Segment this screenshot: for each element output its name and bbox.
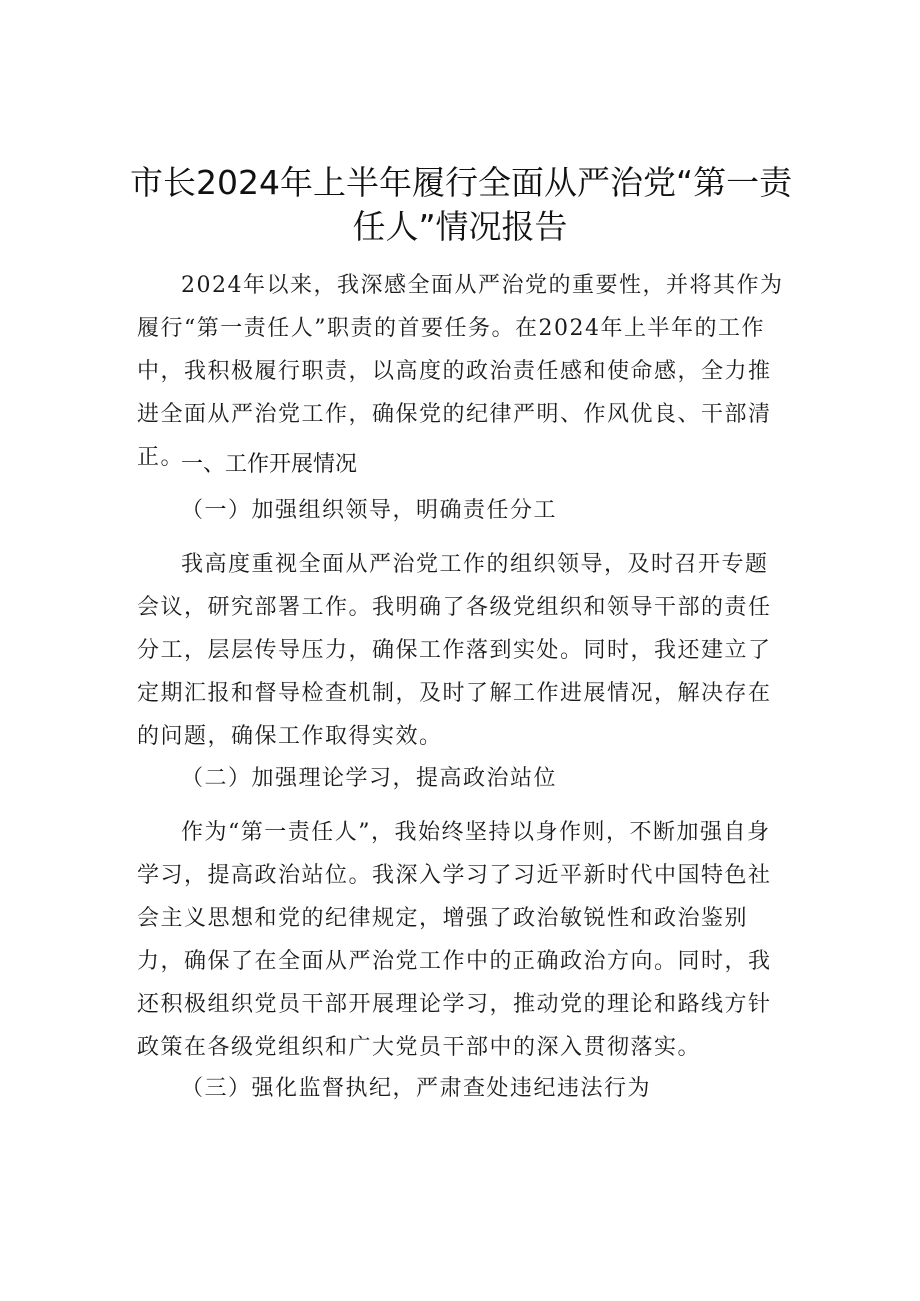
subsection-2-paragraph: 作为“第一责任人”，我始终坚持以身作则，不断加强自身学习，提高政治站位。我深入学习了习近平新时代中国特色社会主义思想和党的纪律规定，增强了政治敏锐性和政治鉴别力，确保了在全面从严治党工作中的正确政治方向。同时，我还积极组织党员干部开展理论学习，推动党的理论和路线方针政策在各级党组织和广大党员干部中的深入贯彻落实。 xyxy=(137,820,772,1060)
intro-block xyxy=(137,264,785,479)
title-line-2: 任人”情况报告 xyxy=(352,207,568,246)
subsection-2-block xyxy=(137,811,785,1069)
subsection-heading-3: （三）强化监督执纪，严肃查处违纪违法行为 xyxy=(181,1076,652,1101)
subsection-1-block xyxy=(137,543,785,758)
subsection-1-paragraph: 我高度重视全面从严治党工作的组织领导，及时召开专题会议，研究部署工作。我明确了各级党组织和领导干部的责任分工，层层传导压力，确保工作落到实处。同时，我还建立了定期汇报和督导检查机制，及时了解工作进展情况，解决存在的问题，确保工作取得实效。 xyxy=(137,552,772,749)
intro-paragraph: 2024年以来，我深感全面从严治党的重要性，并将其作为履行“第一责任人”职责的首要任务。在2024年上半年的工作中，我积极履行职责，以高度的政治责任感和使命感，全力推进全面从严治党工作，确保党的纪律严明、作风优良、干部清正。 xyxy=(137,273,784,470)
subsection-heading-2: （二）加强理论学习，提高政治站位 xyxy=(181,766,558,791)
section-heading-work: 一、工作开展情况 xyxy=(181,452,358,477)
subsection-heading-1: （一）加强组织领导，明确责任分工 xyxy=(181,498,558,523)
document-title xyxy=(130,161,793,249)
title-line-1: 市长2024年上半年履行全面从严治党“第一责 xyxy=(130,163,793,202)
